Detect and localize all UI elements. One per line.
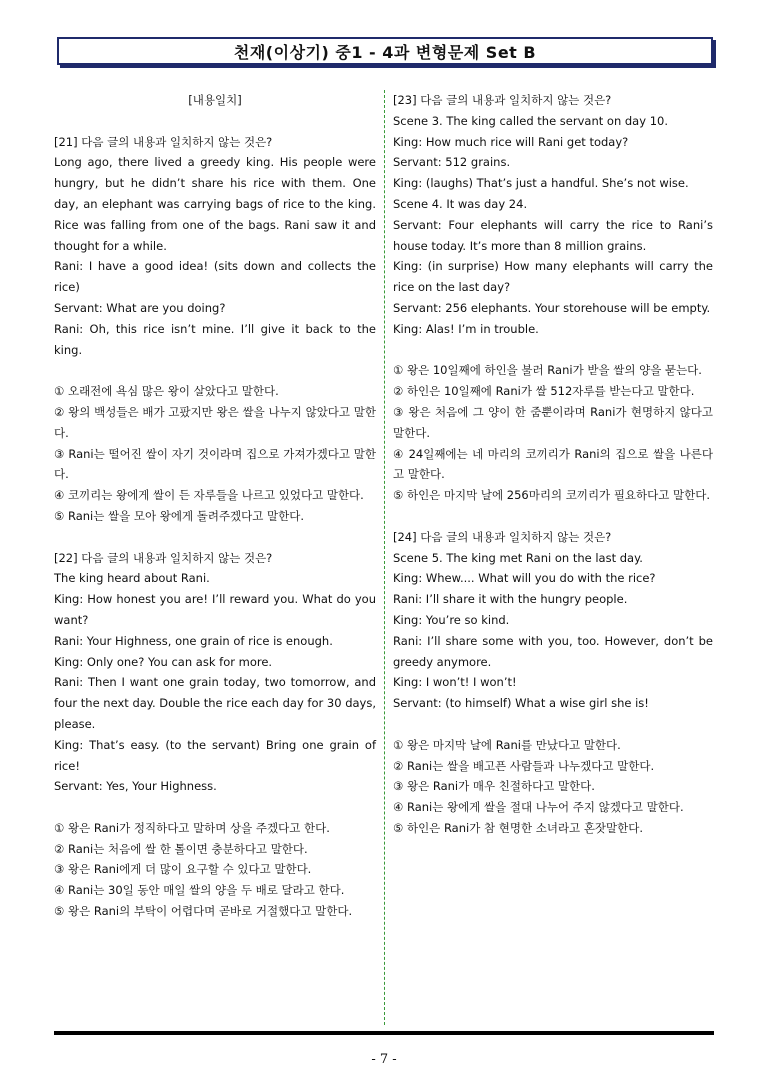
page-number: - 7 - bbox=[371, 1052, 397, 1067]
option-23-1: ① 왕은 10일째에 하인을 불러 Rani가 받을 쌀의 양을 묻는다. bbox=[393, 363, 702, 378]
passage-23-p5: Scene 4. It was day 24. bbox=[393, 196, 528, 211]
option-24-1: ① 왕은 마지막 날에 Rani를 만났다고 말한다. bbox=[393, 737, 621, 752]
passage-23-p8: Servant: 256 elephants. Your storehouse will be empty. bbox=[393, 300, 711, 315]
option-22-1: ① 왕은 Rani가 정직하다고 말하며 상을 주겠다고 한다. bbox=[54, 820, 330, 835]
option-21-5: ⑤ Rani는 쌀을 모아 왕에게 돌려주겠다고 말한다. bbox=[54, 508, 305, 523]
passage-24-p2: King: Whew.... What will you do with the rice? bbox=[393, 571, 656, 586]
option-24-5: ⑤ 하인은 Rani가 참 현명한 소녀라고 혼잣말한다. bbox=[393, 820, 644, 835]
passage-23-p2: King: How much rice will Rani get today? bbox=[393, 134, 629, 149]
passage-21-p2: Rani: I have a good idea! (sits down and collects the rice) bbox=[54, 259, 376, 295]
passage-24-p4: King: You’re so kind. bbox=[393, 612, 510, 627]
passage-23-p7: King: (in surprise) How many elephants will carry the rice on the last day? bbox=[393, 259, 713, 295]
passage-22-p7: Servant: Yes, Your Highness. bbox=[54, 779, 217, 794]
section-label: [내용일치] bbox=[188, 93, 242, 107]
option-21-1: ① 오래전에 욕심 많은 왕이 살았다고 말한다. bbox=[54, 384, 279, 399]
option-21-3: ③ Rani는 떨어진 쌀이 자기 것이라며 집으로 가져가겠다고 말한다. bbox=[54, 446, 376, 482]
option-24-2: ② Rani는 쌀을 배고픈 사람들과 나누겠다고 말한다. bbox=[393, 758, 655, 773]
passage-24-p5: Rani: I’ll share some with you, too. However, don’t be greedy anymore. bbox=[393, 633, 713, 669]
passage-24-p7: Servant: (to himself) What a wise girl she is! bbox=[393, 696, 649, 711]
passage-22-p1: The king heard about Rani. bbox=[54, 571, 210, 586]
option-23-2: ② 하인은 10일째에 Rani가 쌀 512자루를 받는다고 말한다. bbox=[393, 384, 695, 399]
passage-21-p1: Long ago, there lived a greedy king. His people were hungry, but he didn’t share his rice with them. One day, an elephant was carrying bags of rice to the king. Rice was falling from one of the bags. Rani saw it and thought for a while. bbox=[54, 155, 376, 253]
option-21-4: ④ 코끼리는 왕에게 쌀이 든 자루들을 나르고 있었다고 말한다. bbox=[54, 488, 364, 503]
question-23: [23] 다음 글의 내용과 일치하지 않는 것은? bbox=[393, 93, 612, 107]
passage-23-p4: King: (laughs) That’s just a handful. She’s not wise. bbox=[393, 176, 689, 191]
passage-24-p6: King: I won’t! I won’t! bbox=[393, 675, 517, 690]
passage-23-p6: Servant: Four elephants will carry the rice to Rani’s house today. It’s more than 8 million grains. bbox=[393, 217, 713, 253]
passage-21-p4: Rani: Oh, this rice isn’t mine. I’ll give it back to the king. bbox=[54, 321, 376, 357]
page-title: 천재(이상기) 중1 - 4과 변형문제 Set B bbox=[233, 42, 537, 62]
option-22-4: ④ Rani는 30일 동안 매일 쌀의 양을 두 배로 달라고 한다. bbox=[54, 883, 345, 898]
passage-22-p5: Rani: Then I want one grain today, two tomorrow, and four the next day. Double the rice each day for 30 days, please. bbox=[54, 675, 376, 731]
passage-22-p6: King: That’s easy. (to the servant) Bring one grain of rice! bbox=[54, 737, 376, 773]
passage-22-p2: King: How honest you are! I’ll reward you. What do you want? bbox=[54, 592, 376, 627]
column-divider bbox=[384, 90, 385, 1025]
passage-24-p1: Scene 5. The king met Rani on the last day. bbox=[393, 550, 643, 565]
footer-rule bbox=[54, 1031, 714, 1035]
left-column bbox=[54, 90, 376, 922]
option-23-3: ③ 왕은 처음에 그 양이 한 줌뿐이라며 Rani가 현명하지 않다고 말한다. bbox=[393, 404, 713, 440]
option-24-3: ③ 왕은 Rani가 매우 친절하다고 말한다. bbox=[393, 779, 595, 794]
passage-23-p1: Scene 3. The king called the servant on day 10. bbox=[393, 113, 668, 128]
question-22: [22] 다음 글의 내용과 일치하지 않는 것은? bbox=[54, 550, 273, 565]
option-22-3: ③ 왕은 Rani에게 더 많이 요구할 수 있다고 말한다. bbox=[54, 862, 312, 877]
passage-24-p3: Rani: I’ll share it with the hungry people. bbox=[393, 592, 628, 607]
option-22-2: ② Rani는 처음에 쌀 한 톨이면 충분하다고 말한다. bbox=[54, 841, 308, 856]
option-24-4: ④ Rani는 왕에게 쌀을 절대 나누어 주지 않겠다고 말한다. bbox=[393, 800, 684, 815]
question-24: [24] 다음 글의 내용과 일치하지 않는 것은? bbox=[393, 529, 612, 544]
right-column bbox=[393, 90, 713, 839]
passage-22-p3: Rani: Your Highness, one grain of rice is enough. bbox=[54, 633, 333, 648]
option-22-5: ⑤ 왕은 Rani의 부탁이 어렵다며 곧바로 거절했다고 말한다. bbox=[54, 904, 353, 919]
page-header bbox=[57, 37, 713, 65]
passage-23-p3: Servant: 512 grains. bbox=[393, 155, 511, 170]
option-23-5: ⑤ 하인은 마지막 날에 256마리의 코끼리가 필요하다고 말한다. bbox=[393, 488, 711, 503]
option-21-2: ② 왕의 백성들은 배가 고팠지만 왕은 쌀을 나누지 않았다고 말한다. bbox=[54, 404, 376, 440]
passage-23-p9: King: Alas! I’m in trouble. bbox=[393, 321, 539, 336]
passage-21-p3: Servant: What are you doing? bbox=[54, 300, 226, 315]
option-23-4: ④ 24일째에는 네 마리의 코끼리가 Rani의 집으로 쌀을 나른다고 말한다. bbox=[393, 446, 713, 482]
question-21: [21] 다음 글의 내용과 일치하지 않는 것은? bbox=[54, 134, 273, 149]
passage-22-p4: King: Only one? You can ask for more. bbox=[54, 654, 273, 669]
